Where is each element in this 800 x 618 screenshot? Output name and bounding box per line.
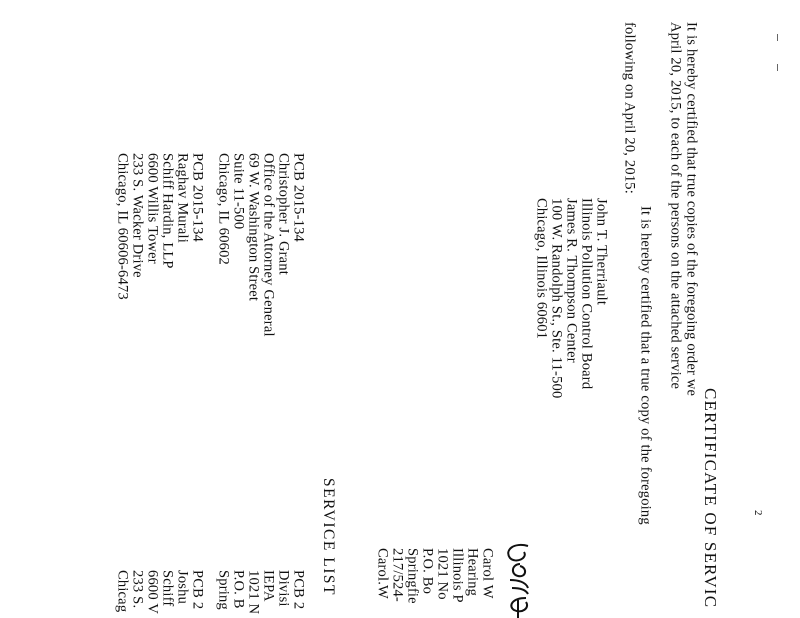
board-address-line: Illinois Pollution Control Board <box>578 198 595 390</box>
service-list-line: Raghav Murali <box>174 153 191 243</box>
service-list-line: Chicago, IL 60606-6473 <box>114 153 131 300</box>
service-list-line: 1021 No <box>434 548 451 600</box>
service-list-line: Divisi <box>275 570 292 607</box>
service-list-line: 233 S. Wacker Drive <box>129 153 146 278</box>
service-list-line: PCB 2 <box>290 570 307 610</box>
service-list-line: Carol W <box>479 548 496 599</box>
board-address-line: Chicago, Illinois 60601 <box>533 198 550 340</box>
paragraph-1-line-1: It is hereby certified that true copies of the foregoing order we <box>683 22 700 397</box>
service-list-line: 69 W. Washington Street <box>245 153 262 302</box>
paragraph-1-line-2: April 20, 2015, to each of the persons on the attached service <box>667 22 684 390</box>
service-list-line: Carol.W <box>374 548 391 599</box>
paragraph-2-line-2: following on April 20, 2015: <box>621 22 638 194</box>
service-list-line: Office of the Attorney General <box>260 153 277 337</box>
board-address-line: John T. Therriault <box>593 198 610 306</box>
paragraph-2-line-1: It is hereby certified that a true copy of the foregoing <box>637 206 654 525</box>
board-address-line: James R. Thompson Center <box>563 198 580 363</box>
service-list-line: PCB 2 <box>189 570 206 610</box>
service-list-line: 6600 Willis Tower <box>144 153 161 264</box>
service-list-line: Christopher J. Grant <box>275 153 292 275</box>
service-list-line: Illinois P <box>449 548 466 603</box>
service-list-line: PCB 2015-134 <box>290 153 307 243</box>
scan-mark <box>777 64 778 71</box>
service-list-line: 217/524- <box>389 548 406 602</box>
service-list-line: Hearing <box>464 548 481 597</box>
service-list-line: P.O. B <box>230 570 247 609</box>
service-list-line: Spring <box>215 570 232 610</box>
service-list-line: Joshu <box>174 570 191 605</box>
service-list-line: Chicag <box>114 570 131 613</box>
scan-mark <box>777 34 778 41</box>
service-list-line: PCB 2015-134 <box>189 153 206 243</box>
service-list-line: IEPA <box>260 570 277 602</box>
certificate-title: CERTIFICATE OF SERVIC <box>701 388 720 609</box>
service-list-line: 6600 V <box>144 570 161 615</box>
service-list-line: 233 S. <box>129 570 146 609</box>
handwritten-signature <box>500 540 534 618</box>
service-list-line: 1021 N <box>245 570 262 615</box>
service-list-line: P.O. Bo <box>419 548 436 595</box>
board-address-line: 100 W. Randolph St., Ste. 11-500 <box>548 198 565 399</box>
service-list-heading: SERVICE LIST <box>320 478 337 596</box>
service-list-line: Suite 11-500 <box>230 153 247 230</box>
page-number: 2 <box>752 510 764 516</box>
service-list-line: Schiff <box>159 570 176 607</box>
service-list-line: Springfie <box>404 548 421 604</box>
service-list-line: Chicago, IL 60602 <box>215 153 232 265</box>
service-list-line: Schiff Hardin, LLP <box>159 153 176 269</box>
